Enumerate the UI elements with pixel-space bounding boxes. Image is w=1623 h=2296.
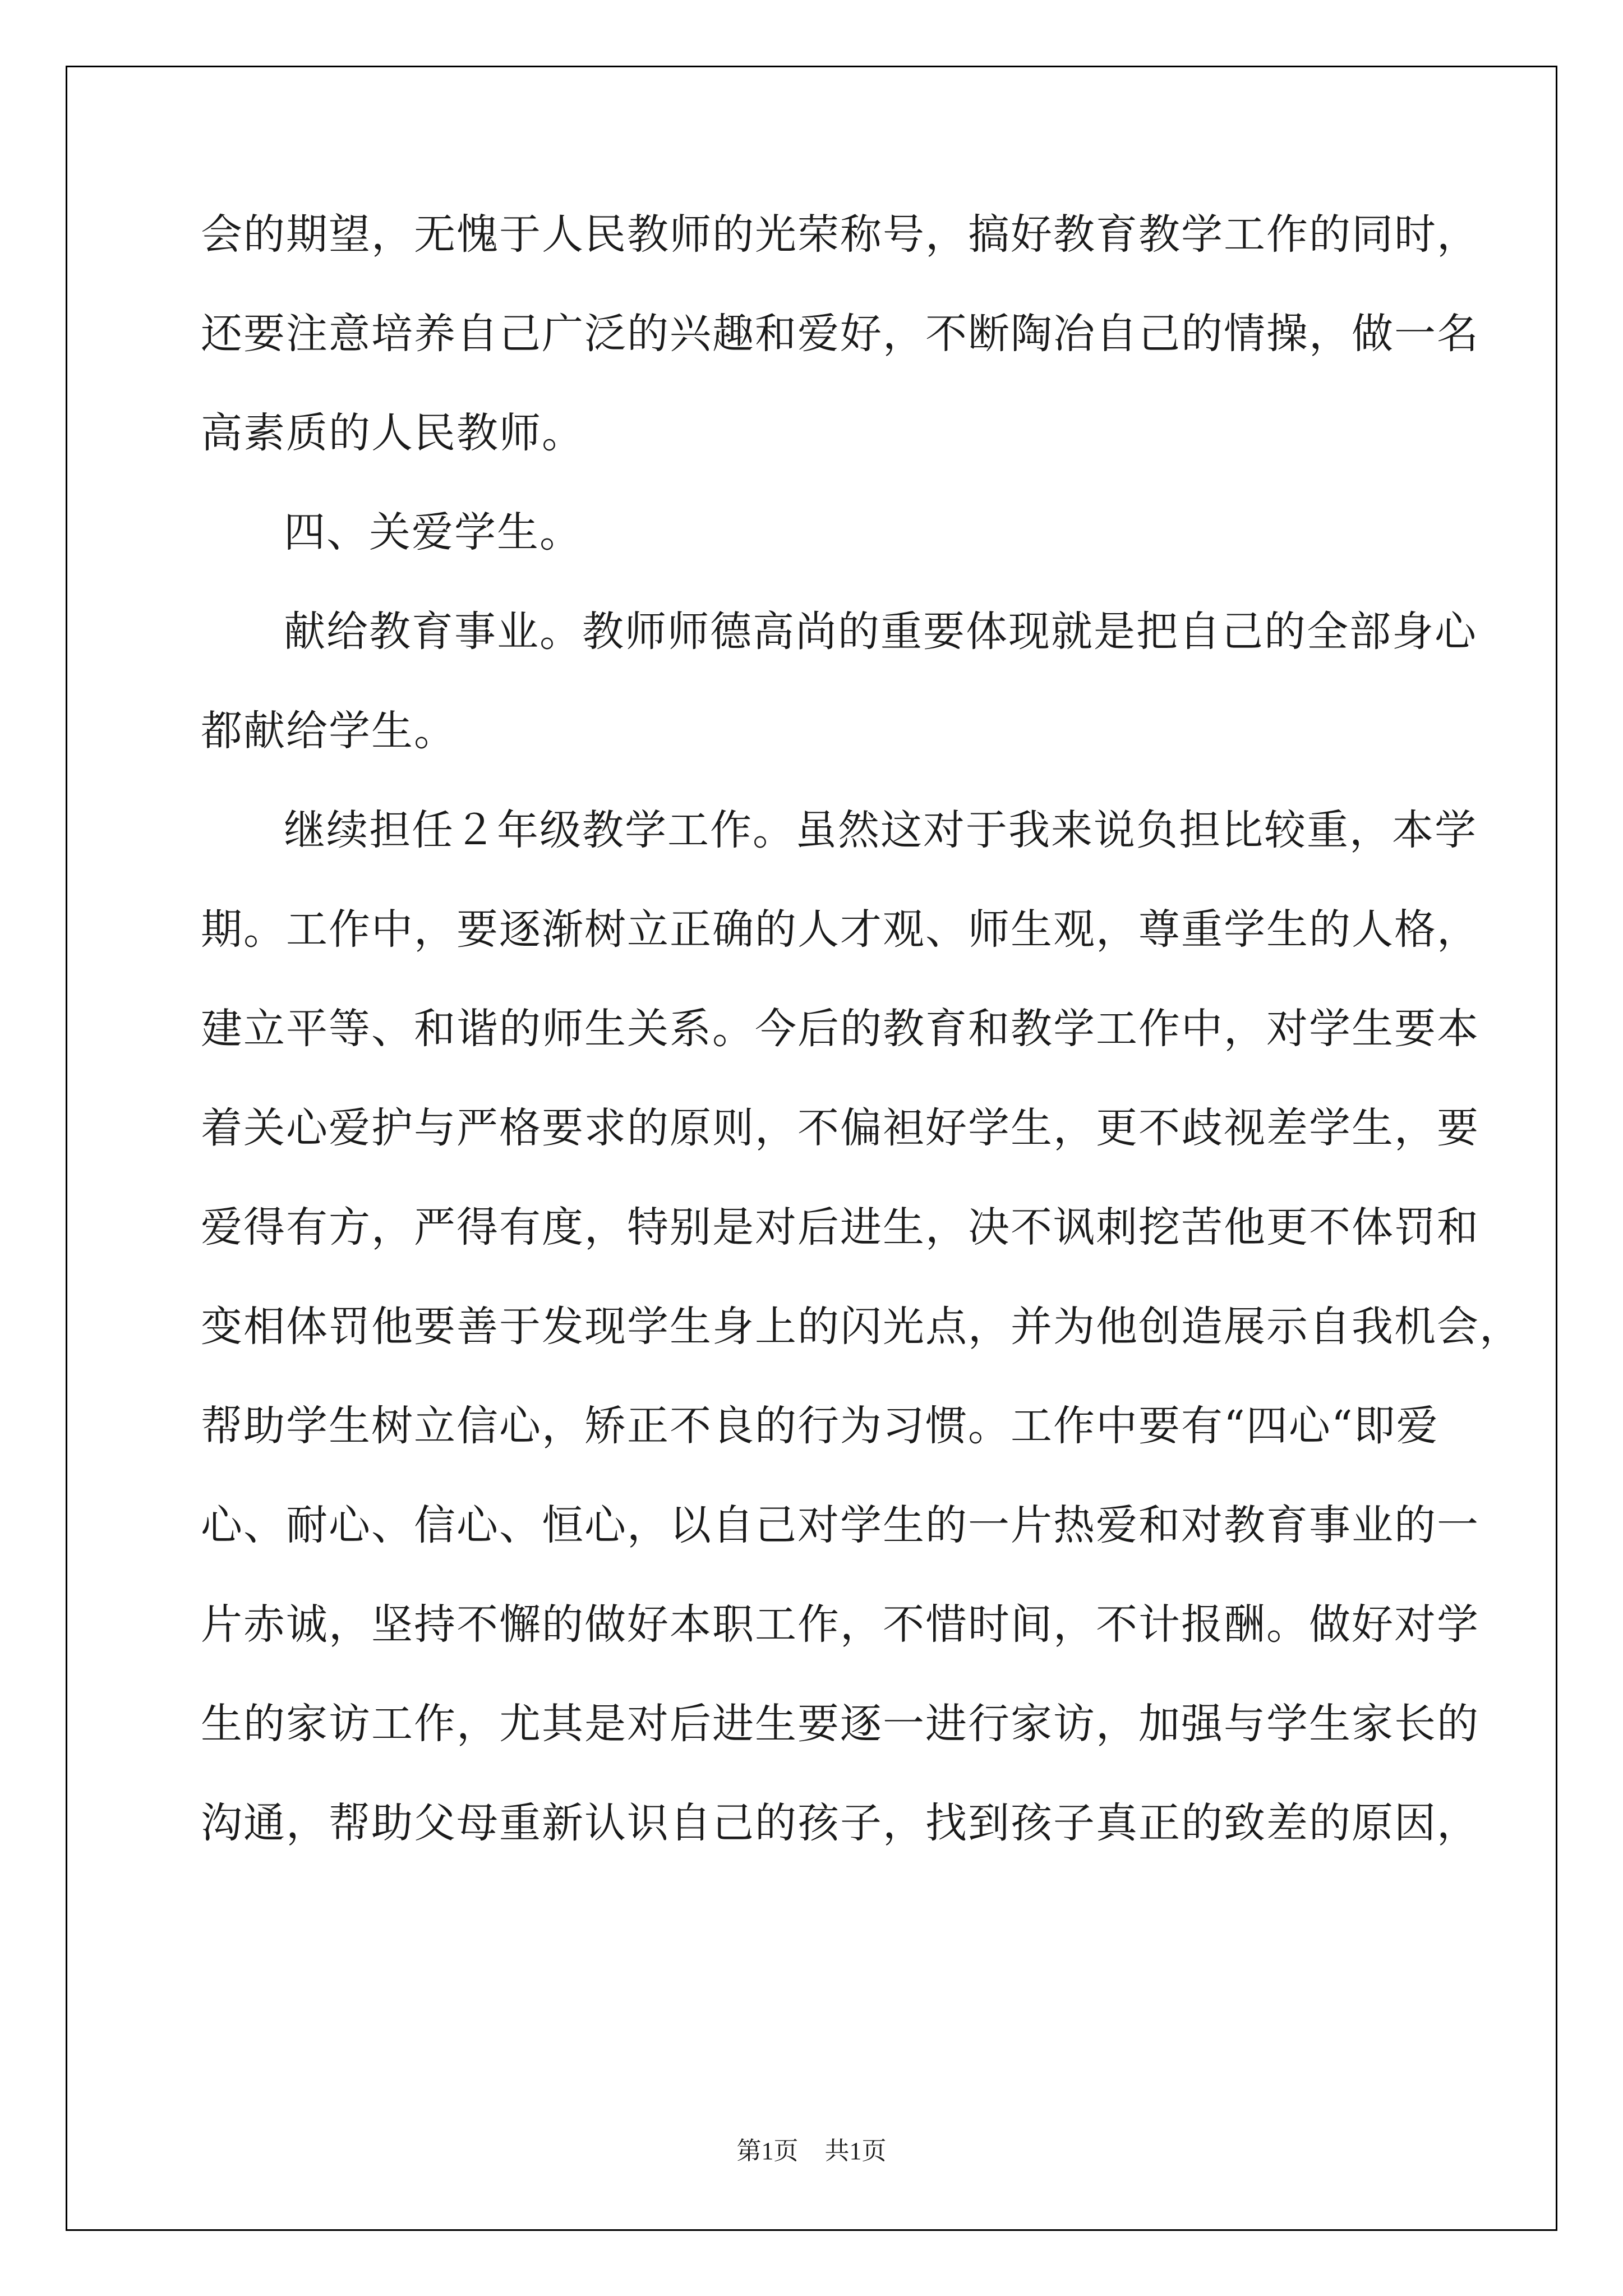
page-number: 第1页 [736, 2137, 799, 2165]
text-line: 还要注意培养自己广泛的兴趣和爱好，不断陶冶自己的情操，做一名 [201, 310, 1479, 358]
text-line: 都献给学生。 [201, 707, 457, 755]
text-line: 心、耐心、信心、恒心，以自己对学生的一片热爱和对教育事业的一 [201, 1501, 1479, 1549]
text-line: 帮助学生树立信心，矫正不良的行为习惯。工作中要有“四心“即爱 [201, 1402, 1439, 1450]
text-line: 沟通，帮助父母重新认识自己的孩子，找到孩子真正的致差的原因， [201, 1799, 1479, 1847]
text-line: 献给教育事业。教师师德高尚的重要体现就是把自己的全部身心 [284, 608, 1477, 656]
text-line: 着关心爱护与严格要求的原则，不偏袒好学生，更不歧视差学生，要 [201, 1104, 1479, 1152]
text-line: 期。工作中，要逐渐树立正确的人才观、师生观，尊重学生的人格， [201, 905, 1479, 954]
page-total: 共1页 [824, 2137, 887, 2165]
text-line: 继续担任２年级教学工作。虽然这对于我来说负担比较重，本学 [284, 806, 1477, 854]
text-line: 变相体罚他要善于发现学生身上的闪光点，并为他创造展示自我机会， [201, 1303, 1522, 1351]
section-heading: 四、关爱学生。 [284, 508, 582, 556]
text-line: 生的家访工作，尤其是对后进生要逐一进行家访，加强与学生家长的 [201, 1700, 1479, 1748]
text-line: 高素质的人民教师。 [201, 409, 584, 457]
text-line: 片赤诚，坚持不懈的做好本职工作，不惜时间，不计报酬。做好对学 [201, 1600, 1479, 1649]
text-line: 爱得有方，严得有度，特别是对后进生，决不讽刺挖苦他更不体罚和 [201, 1203, 1479, 1251]
text-line: 建立平等、和谐的师生关系。今后的教育和教学工作中，对学生要本 [201, 1005, 1479, 1053]
page-footer [0, 2134, 1623, 2168]
text-line: 会的期望，无愧于人民教师的光荣称号，搞好教育教学工作的同时， [201, 210, 1479, 259]
